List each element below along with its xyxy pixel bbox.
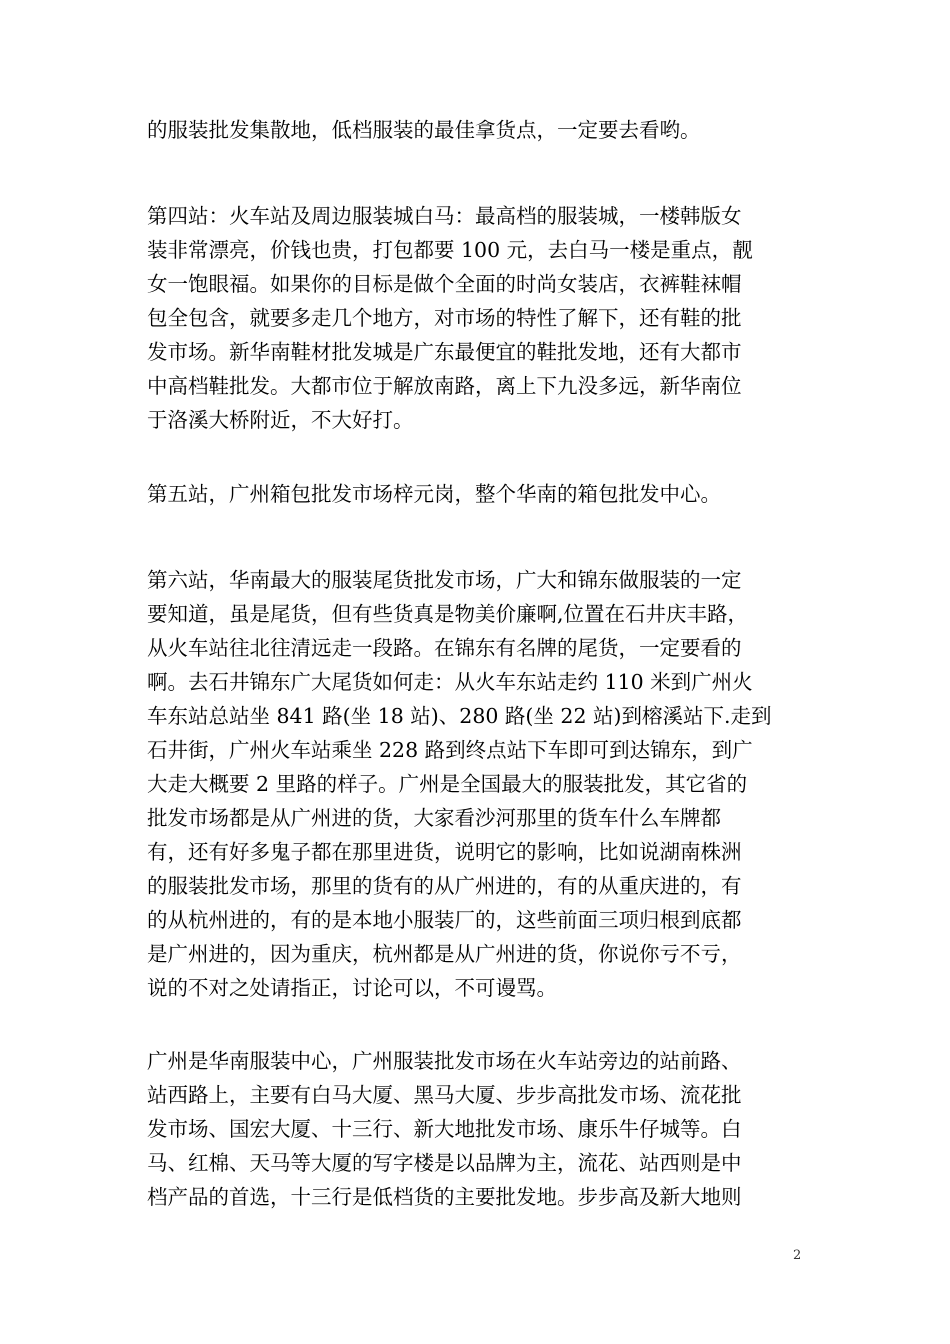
text-line: 的服装批发市场，那里的货有的从广州进的，有的从重庆进的，有 [147,874,742,898]
page-number: 2 [793,1248,802,1263]
paragraph-1 [147,113,802,147]
text-line: 站西路上，主要有白马大厦、黑马大厦、步步高批发市场、流花批 [147,1083,742,1107]
text-line: 发市场。新华南鞋材批发城是广东最便宜的鞋批发地，还有大都市 [147,340,742,364]
text-line: 发市场、国宏大厦、十三行、新大地批发市场、康乐牛仔城等。白 [147,1117,742,1141]
text-line: 石井街，广州火车站乘坐 228 路到终点站下车即可到达锦东，到广 [147,738,753,762]
text-line: 广州是华南服装中心，广州服装批发市场在火车站旁边的站前路、 [147,1049,742,1073]
text-line: 车东站总站坐 841 路(坐 18 站)、280 路(坐 22 站)到榕溪站下.走到 [147,704,772,728]
text-line: 第六站，华南最大的服装尾货批发市场，广大和锦东做服装的一定 [147,568,742,592]
text-line: 装非常漂亮，价钱也贵，打包都要 100 元，去白马一楼是重点，靓 [147,238,753,262]
text-line: 于洛溪大桥附近，不大好打。 [147,408,414,432]
text-line: 第四站：火车站及周边服装城白马：最高档的服装城，一楼韩版女 [147,204,742,228]
text-line: 马、红棉、天马等大厦的写字楼是以品牌为主，流花、站西则是中 [147,1151,742,1175]
text-line: 有，还有好多鬼子都在那里进货，说明它的影响，比如说湖南株洲 [147,840,742,864]
text-line: 中高档鞋批发。大都市位于解放南路，离上下九没多远，新华南位 [147,374,742,398]
paragraph-2 [147,199,802,437]
text-line: 包全包含，就要多走几个地方，对市场的特性了解下，还有鞋的批 [147,306,742,330]
paragraph-3 [147,477,802,511]
text-line: 的从杭州进的，有的是本地小服装厂的，这些前面三项归根到底都 [147,908,742,932]
text-line: 批发市场都是从广州进的货，大家看沙河那里的货车什么车牌都 [147,806,721,830]
text-line: 要知道，虽是尾货，但有些货真是物美价廉啊,位置在石井庆丰路， [147,602,749,626]
text-line: 从火车站往北往清远走一段路。在锦东有名牌的尾货，一定要看的 [147,636,742,660]
text-line: 大走大概要 2 里路的样子。广州是全国最大的服装批发，其它省的 [147,772,748,796]
text-line: 是广州进的，因为重庆，杭州都是从广州进的货，你说你亏不亏， [147,942,742,966]
text-line: 女一饱眼福。如果你的目标是做个全面的时尚女装店，衣裤鞋袜帽 [147,272,742,296]
text-line: 啊。去石井锦东广大尾货如何走：从火车东站走约 110 米到广州火 [147,670,753,694]
paragraph-5 [147,1044,802,1214]
text-line: 第五站，广州箱包批发市场梓元岗，整个华南的箱包批发中心。 [147,482,721,506]
text-line: 说的不对之处请指正，讨论可以，不可谩骂。 [147,976,557,1000]
text-line: 档产品的首选，十三行是低档货的主要批发地。步步高及新大地则 [147,1185,742,1209]
paragraph-4 [147,563,802,1005]
text-line: 的服装批发集散地，低档服装的最佳拿货点，一定要去看哟。 [147,118,701,142]
